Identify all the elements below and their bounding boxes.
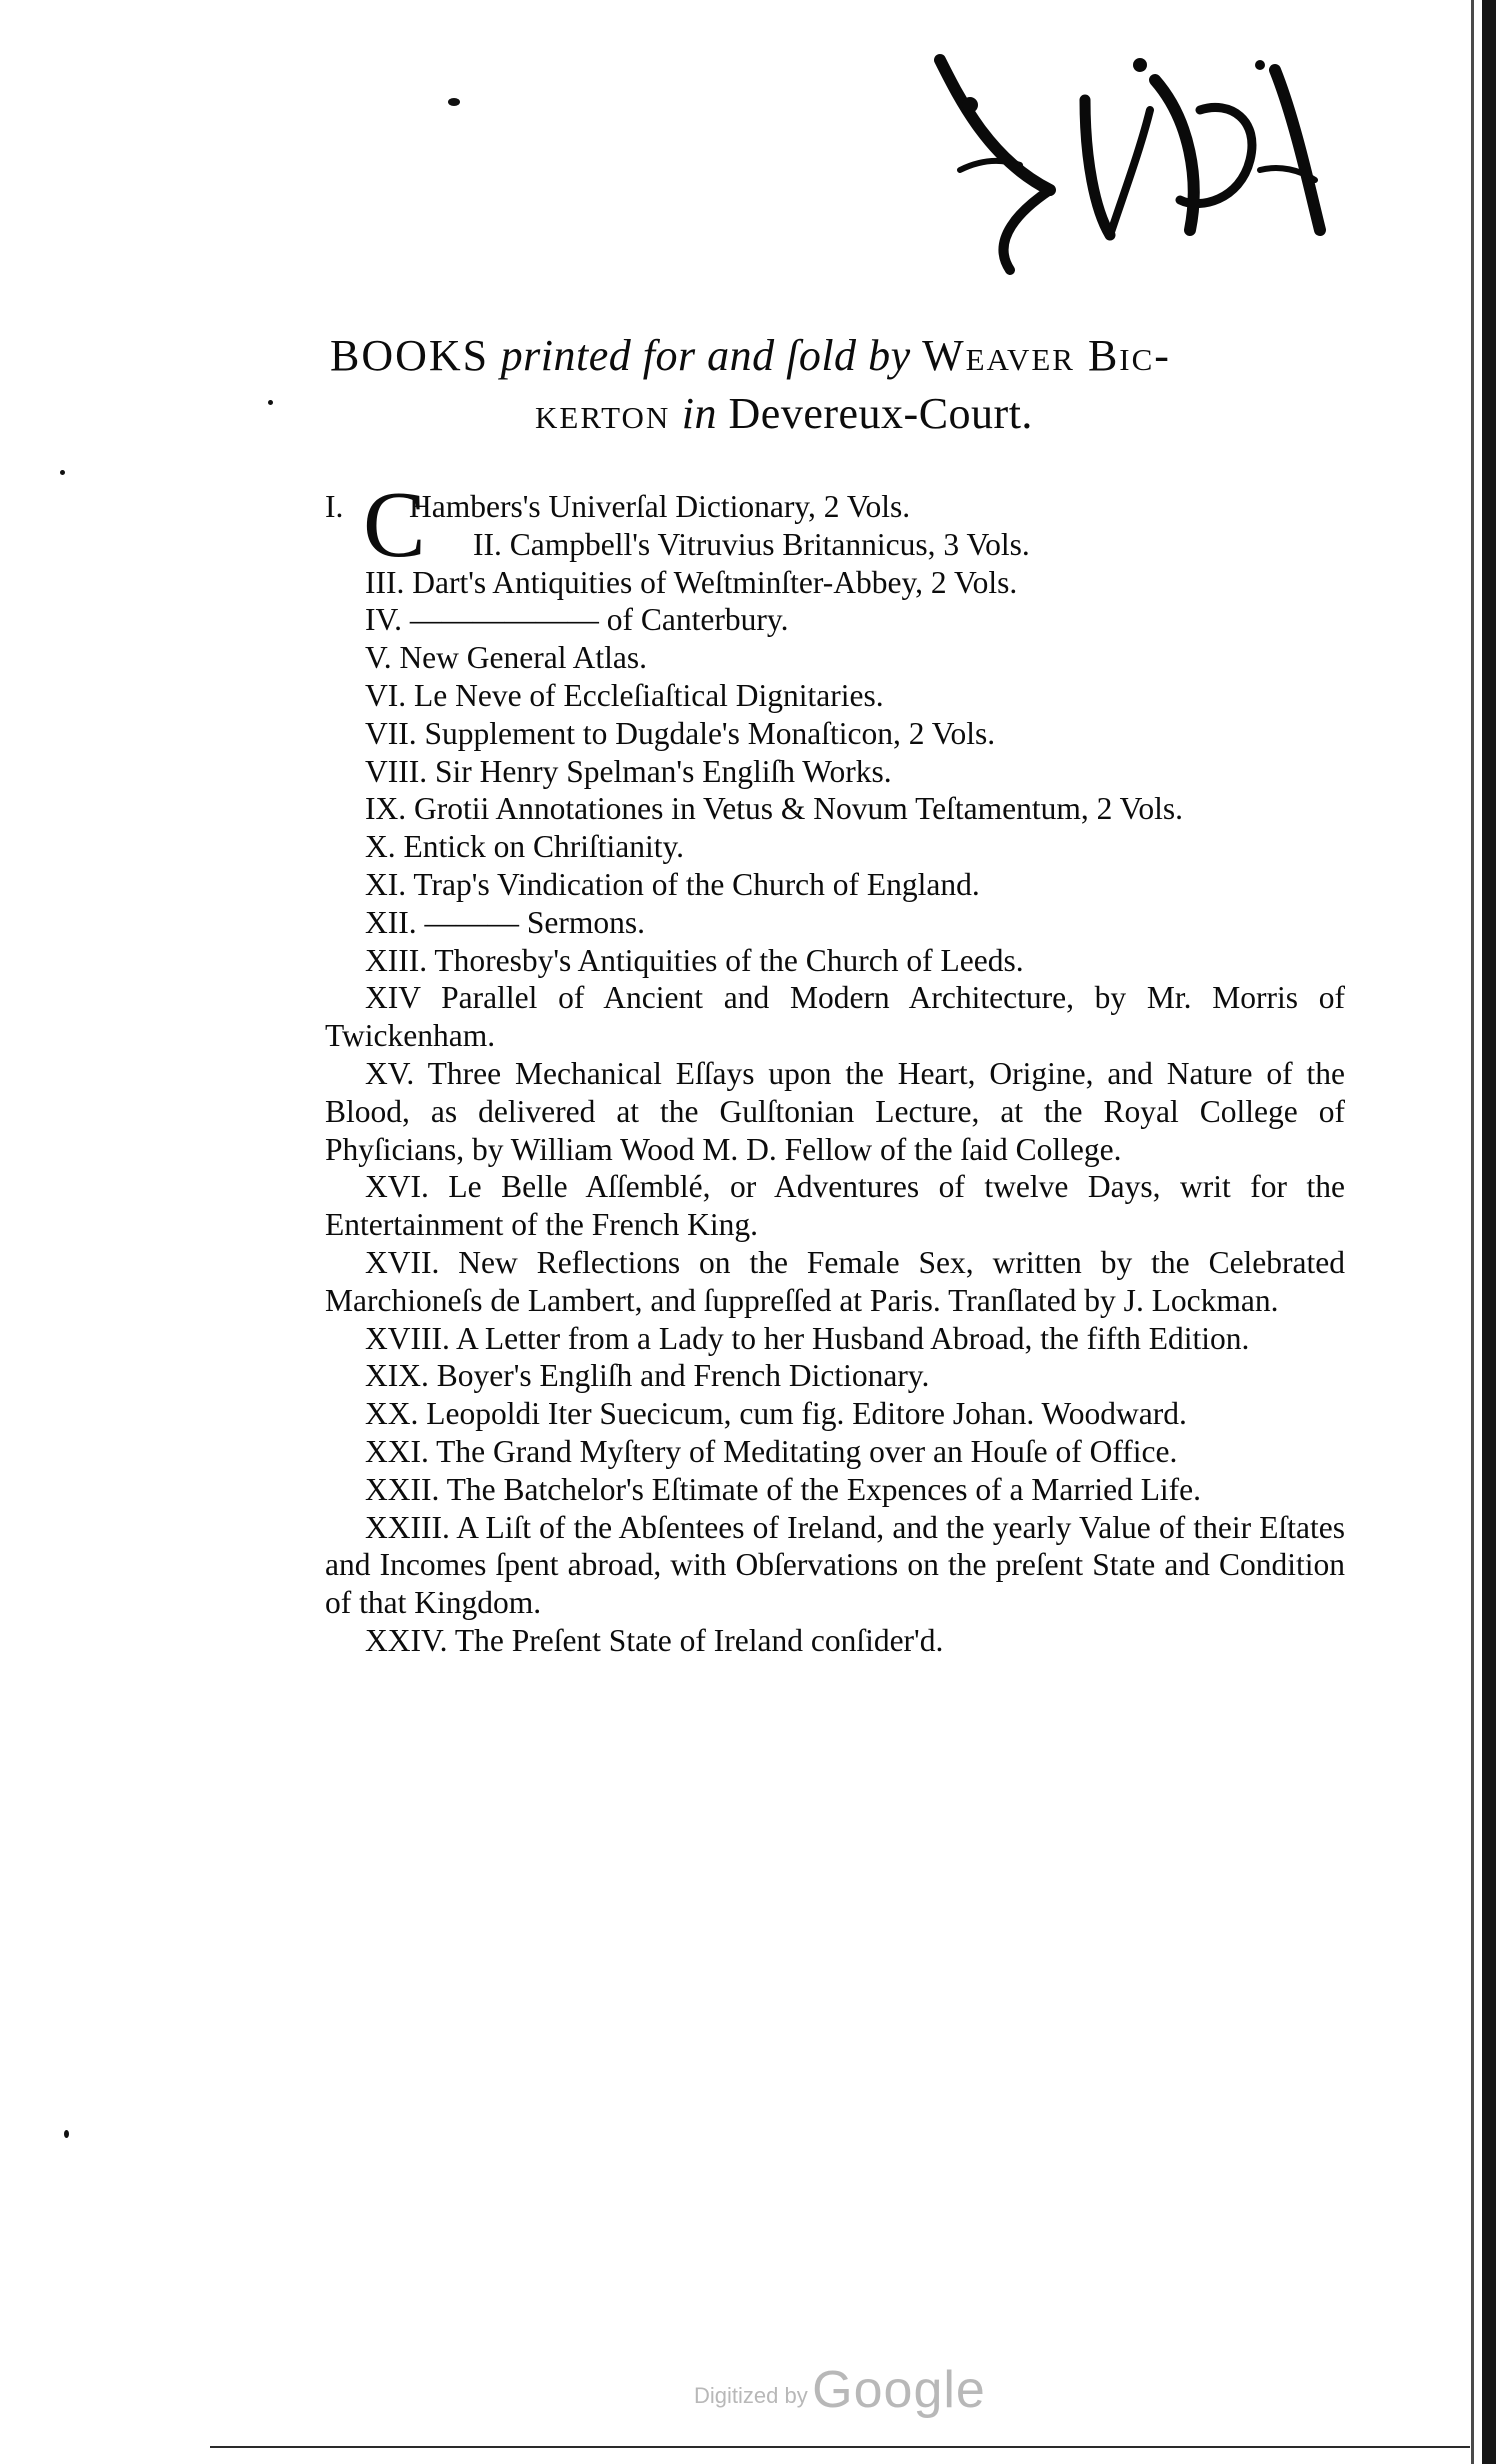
- handwritten-signature: [900, 40, 1340, 300]
- heading-books: BOOKS: [330, 331, 490, 380]
- book-item-24: XXIV. The Preſent State of Ireland conſider'd.: [365, 1622, 944, 1658]
- heading-by: by: [856, 331, 923, 380]
- book-item-17: XVII. New Reflections on the Female Sex, written by the Celebrated Marchioneſs de Lambert, and ſuppreſſed at Paris. Tranſlated by J. Lockman.: [325, 1244, 1345, 1318]
- book-item-2: II. Campbell's Vitruvius Britannicus, 3 Vols.: [473, 526, 1030, 562]
- ink-speck: [60, 470, 65, 475]
- book-item-13: XIII. Thoresby's Antiquities of the Church of Leeds.: [365, 942, 1024, 978]
- book-item-6: VI. Le Neve of Eccleſiaſtical Dignitaries.: [365, 677, 884, 713]
- book-item-14: XIV Parallel of Ancient and Modern Architecture, by Mr. Morris of Twickenham.: [325, 980, 1345, 1054]
- book-list: [325, 473, 1345, 1660]
- ink-speck: [64, 2130, 69, 2138]
- ink-speck: [448, 98, 460, 106]
- digitized-by-watermark: [694, 2360, 986, 2420]
- book-item-4: IV. ―――――― of Canterbury.: [365, 602, 789, 638]
- book-item-8: VIII. Sir Henry Spelman's Engliſh Works.: [365, 753, 892, 789]
- page-heading: [330, 328, 1350, 442]
- heading-in: in: [670, 389, 729, 438]
- heading-publisher-name: Weaver Bic-: [922, 331, 1171, 380]
- book-item-23: XXIII. A Liſt of the Abſentees of Ireland, and the yearly Value of their Eſtates and Incomes ſpent abroad, with Obſervations on the preſent State and Condition of that Kingdom.: [325, 1509, 1345, 1621]
- ink-speck: [268, 400, 273, 405]
- google-logo: Google: [812, 2361, 986, 2419]
- book-item-9: IX. Grotii Annotationes in Vetus & Novum Teſtamentum, 2 Vols.: [365, 791, 1183, 827]
- book-item-10: X. Entick on Chriſtianity.: [365, 829, 685, 865]
- page-edge: [1482, 0, 1496, 2464]
- heading-sold: ſold: [786, 331, 857, 380]
- book-item-19: XIX. Boyer's Engliſh and French Dictionary.: [365, 1358, 930, 1394]
- heading-line-2: [330, 386, 1350, 442]
- book-item-18: XVIII. A Letter from a Lady to her Husband Abroad, the fifth Edition.: [365, 1320, 1250, 1356]
- digitized-label: Digitized by: [694, 2383, 808, 2408]
- heading-publisher-surname: kerton: [535, 389, 671, 438]
- book-item-7: VII. Supplement to Dugdale's Monaſticon, 2 Vols.: [365, 715, 996, 751]
- heading-address: Devereux-Court.: [728, 389, 1033, 438]
- book-item-15: XV. Three Mechanical Eſſays upon the Heart, Origine, and Nature of the Blood, as delivered at the Gulſtonian Lecture, at the Royal College of Phyſicians, by William Wood M. D. Fellow of the ſaid College.: [325, 1055, 1345, 1167]
- book-item-11: XI. Trap's Vindication of the Church of England.: [365, 866, 980, 902]
- book-title: Hambers's Univerſal Dictionary, 2 Vols.: [409, 489, 911, 524]
- book-item-20: XX. Leopoldi Iter Suecicum, cum fig. Editore Johan. Woodward.: [365, 1396, 1187, 1432]
- book-item-21: XXI. The Grand Myſtery of Meditating over an Houſe of Office.: [365, 1433, 1178, 1469]
- book-item-5: V. New General Atlas.: [365, 640, 647, 676]
- book-number: I.: [325, 489, 344, 524]
- page-edge-line: [1471, 0, 1474, 2464]
- bottom-rule: [210, 2446, 1470, 2448]
- book-item-12: XII. ――― Sermons.: [365, 904, 645, 940]
- drop-cap: C: [363, 473, 426, 577]
- book-item-3: III. Dart's Antiquities of Weſtminſter-Abbey, 2 Vols.: [365, 564, 1018, 600]
- book-item-22: XXII. The Batchelor's Eſtimate of the Expences of a Married Life.: [365, 1471, 1202, 1507]
- heading-printed-for: printed for and: [489, 331, 787, 380]
- book-item-16: XVI. Le Belle Aſſemblé, or Adventures of twelve Days, writ for the Entertainment of the French King.: [325, 1169, 1345, 1243]
